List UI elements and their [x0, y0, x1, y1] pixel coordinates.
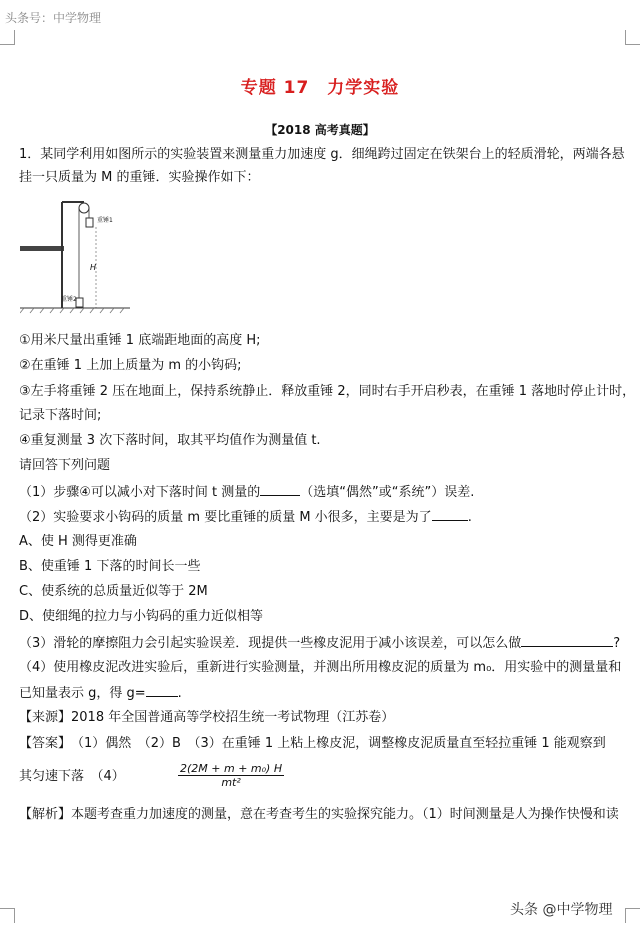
option-b: B、使重锤 1 下落的时间长一些 [19, 559, 201, 574]
option-a: A、使 H 测得更准确 [19, 534, 137, 549]
height-label: H [90, 263, 97, 272]
crop-mark-top-right [625, 30, 640, 45]
step-3-line-2: 记录下落时间; [19, 408, 102, 423]
step-1: ①用米尺量出重锤 1 底端距地面的高度 H; [19, 333, 261, 348]
question-stem-line-2: 挂一只质量为 M 的重锤．实验操作如下： [19, 170, 260, 185]
crop-mark-top-left [0, 30, 15, 45]
ground-hatching [20, 308, 124, 313]
analysis-line: 【解析】本题考查重力加速度的测量，意在考查考生的实验探究能力。（1）时间测量是人为操作快慢和读 [19, 807, 619, 822]
section-heading: 【2018 高考真题】 [265, 123, 375, 137]
crop-mark-bottom-left [0, 908, 15, 923]
part-1 [19, 483, 626, 502]
source-header: 头条号：中学物理 [5, 11, 102, 25]
formula-numerator: 2(2M + m + m₀) H [180, 762, 283, 775]
weight-1-label: 重锤1 [97, 217, 113, 224]
option-c: C、使系统的总质量近似等于 2M [19, 584, 208, 599]
part-1-text-end: （选填“偶然”或“系统”）误差. [300, 485, 475, 500]
part-2-blank [432, 508, 468, 521]
part-3-text: （3）滑轮的摩擦阻力会引起实验误差．现提供一些橡皮泥用于减小该误差，可以怎么做 [19, 636, 522, 651]
part-1-text: （1）步骤④可以减小对下落时间 t 测量的 [19, 485, 261, 500]
source-line: 【来源】2018 年全国普通高等学校招生统一考试物理（江苏卷） [19, 710, 395, 725]
part-4-line-1: （4）使用橡皮泥改进实验后，重新进行实验测量，并测出所用橡皮泥的质量为 m₀．用实验中的测量量和 [19, 660, 622, 675]
part-1-blank [260, 483, 300, 496]
formula-denominator: mt² [221, 776, 241, 789]
weight-1 [86, 218, 93, 227]
part-4-blank [146, 684, 178, 697]
part-3 [19, 634, 626, 653]
part-2-text: （2）实验要求小钩码的质量 m 要比重锤的质量 M 小很多，主要是为了 [19, 510, 432, 525]
crop-mark-bottom-right [625, 908, 640, 923]
weight-2-label: 重锤2 [61, 296, 77, 303]
weight-2 [76, 298, 83, 307]
part-2 [19, 508, 626, 527]
page-title: 专题 17 力学实验 [240, 78, 400, 98]
formula [178, 762, 284, 789]
part-2-text-end: . [467, 510, 472, 525]
table-top [20, 246, 64, 251]
part-4-text-end: . [177, 686, 182, 701]
step-3-line-1: ③左手将重锤 2 压在地面上，保持系统静止．释放重锤 2，同时右手开启秒表，在重锤 1 落地时停止计时， [19, 384, 636, 399]
part-3-blank [521, 634, 613, 647]
part-4-line-2 [19, 684, 626, 703]
part-4-text: 已知量表示 g，得 g= [19, 686, 146, 701]
watermark: 头条 @中学物理 [510, 902, 613, 918]
answer-line-2: 其匀速下落 （4） [19, 769, 125, 784]
part-3-text-end: ? [613, 636, 621, 651]
answer-line-1: 【答案】 （1）偶然 （2）B （3）在重锤 1 上粘上橡皮泥，调整橡皮泥质量直至轻拉重锤 1 能观察到 [19, 736, 606, 751]
option-d: D、使细绳的拉力与小钩码的重力近似相等 [19, 609, 264, 624]
step-4: ④重复测量 3 次下落时间，取其平均值作为测量值 t. [19, 433, 321, 448]
pulley [79, 203, 89, 213]
question-prompt: 请回答下列问题 [19, 458, 111, 473]
question-stem-line-1: 1．某同学利用如图所示的实验装置来测量重力加速度 g．细绳跨过固定在铁架台上的轻质滑轮，两端各悬 [19, 147, 625, 162]
step-2: ②在重锤 1 上加上质量为 m 的小钩码; [19, 358, 242, 373]
